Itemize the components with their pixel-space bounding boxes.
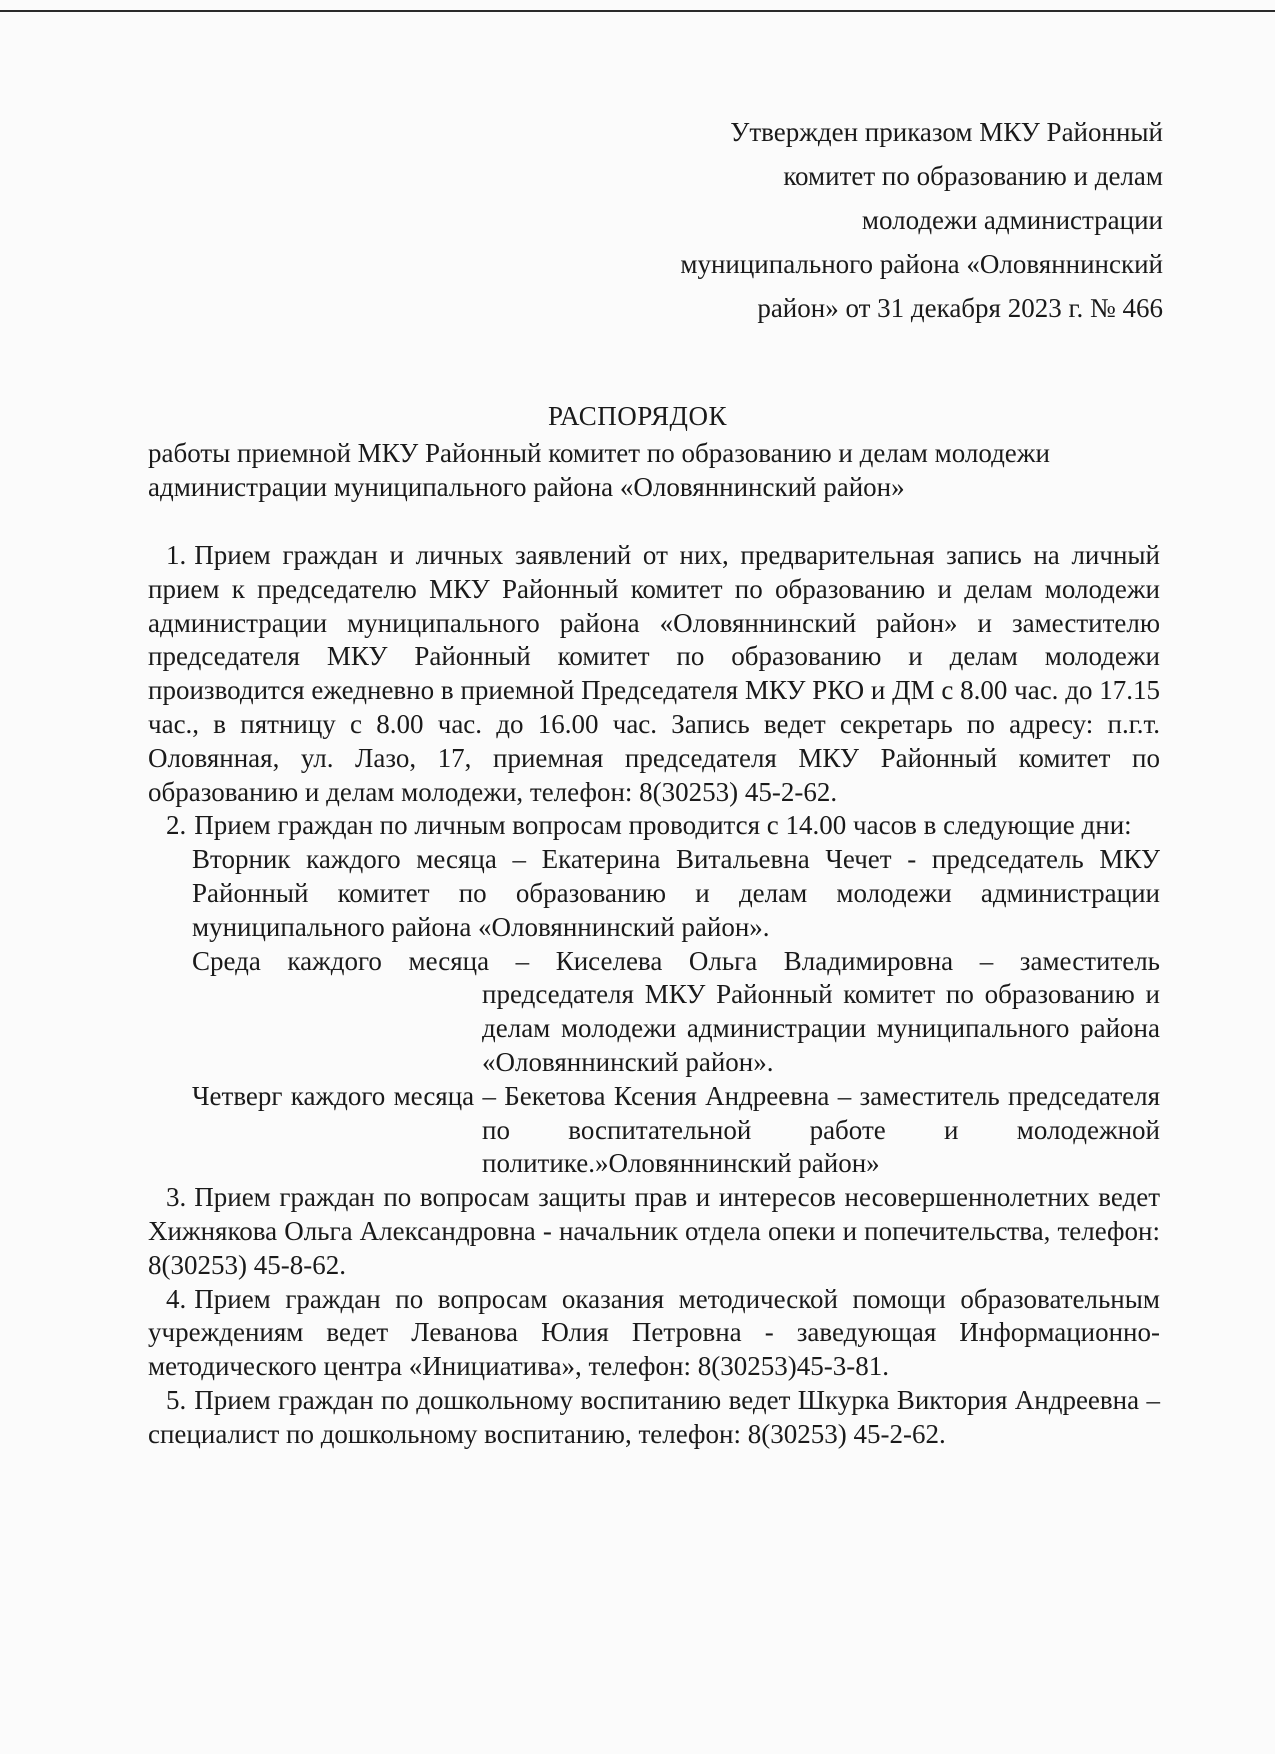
approval-line: район» от 31 декабря 2023 г. № 466 (757, 293, 1163, 323)
schedule-entry-tuesday: Вторник каждого месяца – Екатерина Витальевна Чечет - председатель МКУ Районный комитет по образованию и делам молодежи администрации муниципального района «Оловяннинский район». (192, 844, 1160, 942)
subtitle-line: работы приемной МКУ Районный комитет по образованию и делам молодежи (148, 438, 1050, 468)
approval-line: комитет по образованию и делам (783, 161, 1163, 191)
list-item (148, 809, 1160, 843)
schedule-entry-wednesday: Среда каждого месяца – Киселева Ольга Владимировна – заместитель председателя МКУ Районный комитет по образованию и делам молодежи администрации муниципального района «Оловяннинский район». (192, 945, 1160, 1077)
schedule-entry-thursday: Четверг каждого месяца – Бекетова Ксения Андреевна – заместитель председателя по воспитательной работе и молодежной политике.»Оловяннинский район» (192, 1080, 1160, 1179)
scan-top-edge (0, 10, 1275, 12)
item-text: Прием граждан по дошкольному воспитанию ведет Шкурка Виктория Андреевна – специалист по дошкольному воспитанию, телефон: 8(30253) 45-2-62. (148, 1384, 1160, 1449)
item-number: 3. (166, 1182, 187, 1213)
item-text: Прием граждан по личным вопросам проводится с 14.00 часов в следующие дни: (194, 810, 1132, 841)
list-item (148, 539, 1160, 809)
document-title: РАСПОРЯДОК (548, 401, 727, 431)
approval-stamp-block (603, 110, 1163, 330)
item-text: Прием граждан по вопросам защиты прав и интересов несовершеннолетних ведет Хижнякова Ольга Александровна - начальник отдела опеки и попечительства, телефон: 8(30253) 45-8-62. (148, 1182, 1160, 1280)
item-number: 4. (166, 1283, 187, 1314)
reception-schedule (192, 843, 1160, 1181)
item-text: Прием граждан по вопросам оказания методической помощи образовательным учреждениям ведет Леванова Юлия Петровна - заведующая Информационно-методического центра «Инициатива», телефон: 8(30253)45-3-81. (148, 1283, 1160, 1382)
item-number: 5. (166, 1384, 187, 1415)
item-text: Прием граждан и личных заявлений от них, предварительная запись на личный прием к председателю МКУ Районный комитет по образованию и делам молодежи администрации муниципального района «Оловяннинский район» и заместителю председателя МКУ Районный комитет по образованию и делам молодежи производится ежедневно в приемной Председателя МКУ РКО и ДМ с 8.00 час. до 17.15 час., в пятницу с 8.00 час. до 16.00 час. Запись ведет секретарь по адресу: п.г.т. Оловянная, ул. Лазо, 17, приемная председателя МКУ Районный комитет по образованию и делам молодежи, телефон: 8(30253) 45-2-62. (148, 540, 1160, 807)
document-body (148, 539, 1160, 1452)
list-item (148, 1181, 1160, 1282)
item-number: 2. (166, 810, 187, 841)
list-item (148, 1384, 1160, 1452)
document-subtitle (148, 436, 1168, 504)
subtitle-line: администрации муниципального района «Оловяннинский район» (148, 472, 905, 502)
approval-line: молодежи администрации (861, 205, 1163, 235)
item-number: 1. (166, 540, 187, 570)
approval-line: Утвержден приказом МКУ Районный (730, 117, 1163, 147)
list-item (148, 1283, 1160, 1384)
approval-line: муниципального района «Оловяннинский (680, 249, 1163, 279)
